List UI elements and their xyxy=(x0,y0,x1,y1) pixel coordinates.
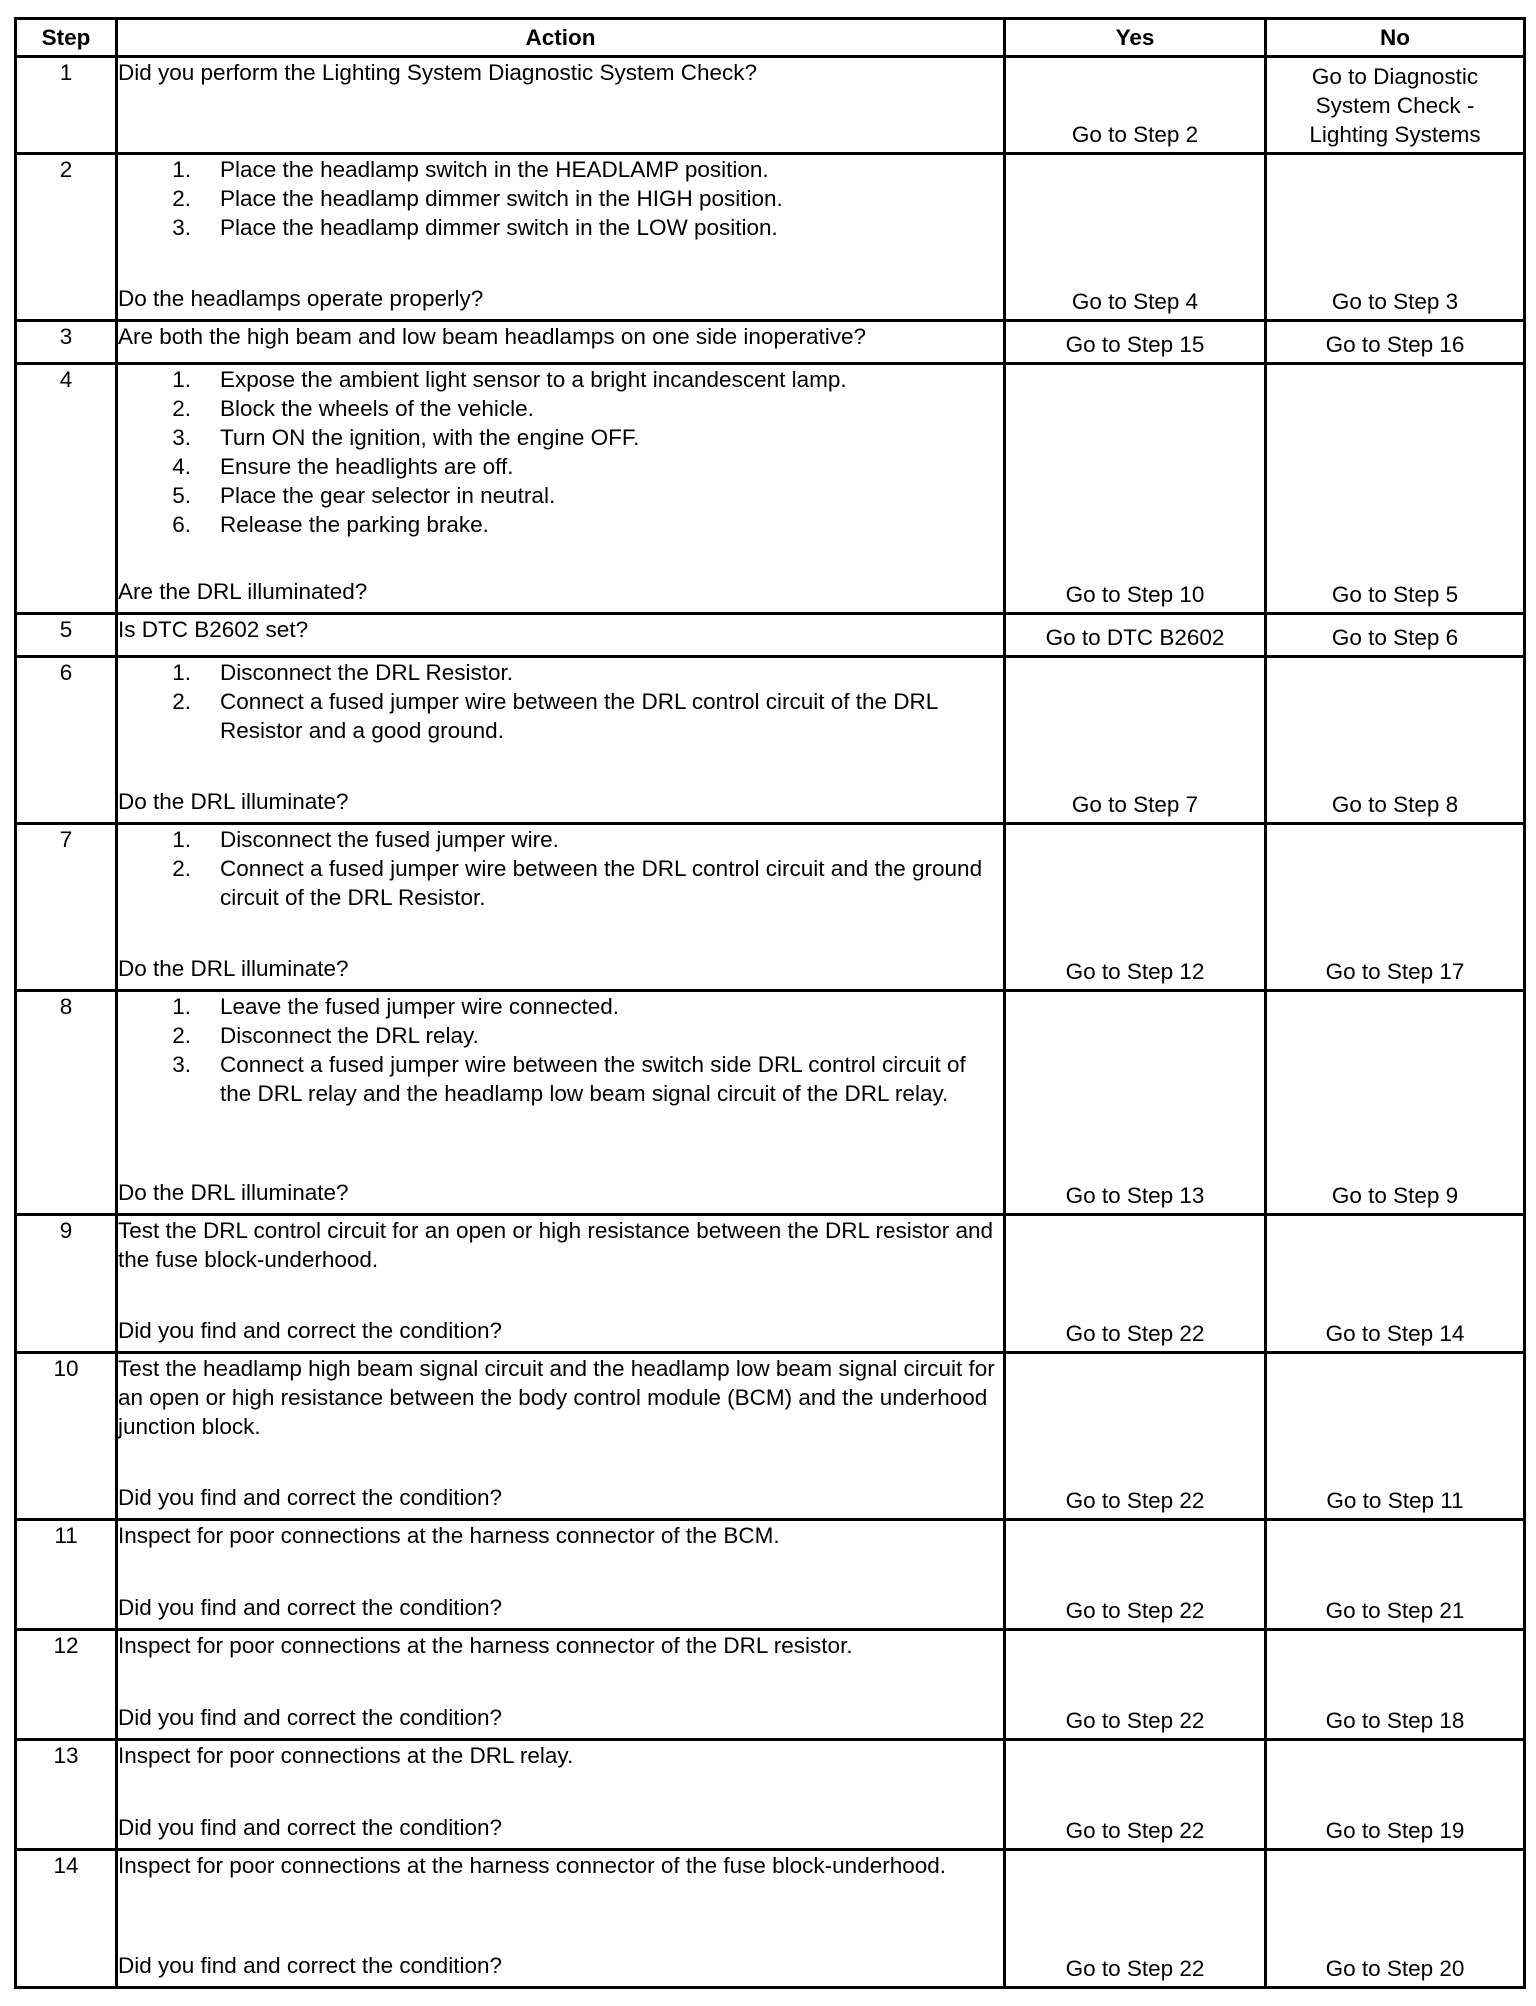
no-outcome: Go to Step 14 xyxy=(1325,1321,1465,1346)
list-item xyxy=(118,687,1003,745)
table-row xyxy=(16,1850,1525,1988)
yes-outcome: Go to Step 4 xyxy=(1071,289,1199,314)
list-item-text: Release the parking brake. xyxy=(220,512,489,537)
action-text: Did you perform the Lighting System Diagnostic System Check? xyxy=(118,60,758,85)
action-cell xyxy=(117,1215,1005,1353)
action-question: Did you find and correct the condition? xyxy=(118,1705,502,1730)
yes-outcome: Go to Step 22 xyxy=(1065,1488,1205,1513)
action-cell xyxy=(117,1353,1005,1520)
no-outcome: Go to Step 6 xyxy=(1331,625,1459,650)
list-item xyxy=(118,213,1003,242)
yes-outcome: Go to Step 12 xyxy=(1065,959,1205,984)
action-cell xyxy=(117,1630,1005,1740)
yes-cell xyxy=(1005,614,1266,657)
action-cell xyxy=(117,57,1005,154)
action-content xyxy=(118,992,1003,1207)
action-content xyxy=(118,58,1003,146)
no-cell xyxy=(1266,57,1525,154)
yes-cell xyxy=(1005,321,1266,364)
list-item-text: Connect a fused jumper wire between the switch side DRL control circuit of the DRL relay and the headlamp low beam signal circuit of the DRL relay. xyxy=(220,1052,966,1106)
action-content xyxy=(118,1851,1003,1980)
no-cell xyxy=(1266,321,1525,364)
yes-outcome: Go to Step 22 xyxy=(1065,1818,1205,1843)
list-item-number: 1. xyxy=(172,157,191,182)
no-cell xyxy=(1266,614,1525,657)
list-item xyxy=(118,394,1003,423)
no-cell xyxy=(1266,991,1525,1215)
header-yes: Yes xyxy=(1005,19,1266,57)
step-number: 7 xyxy=(16,824,117,991)
step-number: 12 xyxy=(16,1630,117,1740)
action-steps-list xyxy=(118,155,1003,242)
no-outcome: Go to Step 21 xyxy=(1325,1598,1465,1623)
action-content xyxy=(118,825,1003,983)
table-row xyxy=(16,364,1525,614)
no-outcome: Go to Step 20 xyxy=(1325,1956,1465,1981)
yes-cell xyxy=(1005,991,1266,1215)
yes-outcome: Go to Step 22 xyxy=(1065,1956,1205,1981)
step-number: 9 xyxy=(16,1215,117,1353)
action-question: Did you find and correct the condition? xyxy=(118,1953,502,1978)
table-row xyxy=(16,1740,1525,1850)
list-item-number: 4. xyxy=(172,454,191,479)
list-item-number: 6. xyxy=(172,512,191,537)
list-item-number: 3. xyxy=(172,1052,191,1077)
action-question: Do the headlamps operate properly? xyxy=(118,286,484,311)
list-item xyxy=(118,825,1003,854)
step-number: 13 xyxy=(16,1740,117,1850)
action-text: Inspect for poor connections at the harness connector of the BCM. xyxy=(118,1523,780,1548)
table-row xyxy=(16,1630,1525,1740)
action-steps-list xyxy=(118,992,1003,1108)
action-content xyxy=(118,1521,1003,1622)
list-item-text: Block the wheels of the vehicle. xyxy=(220,396,534,421)
list-item xyxy=(118,854,1003,912)
no-outcome: Go to Step 8 xyxy=(1331,792,1459,817)
list-item-text: Ensure the headlights are off. xyxy=(220,454,514,479)
action-content xyxy=(118,615,1003,649)
action-question: Do the DRL illuminate? xyxy=(118,956,349,981)
yes-outcome: Go to Step 2 xyxy=(1071,122,1199,147)
no-outcome: Go to Step 16 xyxy=(1325,332,1465,357)
action-content xyxy=(118,1354,1003,1512)
list-item-text: Disconnect the fused jumper wire. xyxy=(220,827,559,852)
action-text: Inspect for poor connections at the DRL relay. xyxy=(118,1743,574,1768)
step-number: 8 xyxy=(16,991,117,1215)
yes-cell xyxy=(1005,1740,1266,1850)
yes-cell xyxy=(1005,657,1266,824)
action-question: Are the DRL illuminated? xyxy=(118,579,368,604)
action-text: Inspect for poor connections at the harness connector of the DRL resistor. xyxy=(118,1633,853,1658)
yes-cell xyxy=(1005,154,1266,321)
list-item xyxy=(118,481,1003,510)
list-item-text: Place the headlamp dimmer switch in the LOW position. xyxy=(220,215,778,240)
action-content xyxy=(118,658,1003,816)
list-item-text: Place the gear selector in neutral. xyxy=(220,483,556,508)
step-number: 1 xyxy=(16,57,117,154)
list-item-text: Connect a fused jumper wire between the DRL control circuit and the ground circuit of the DRL Resistor. xyxy=(220,856,983,910)
table-row xyxy=(16,57,1525,154)
yes-cell xyxy=(1005,1215,1266,1353)
table-row xyxy=(16,154,1525,321)
action-text: Are both the high beam and low beam headlamps on one side inoperative? xyxy=(118,324,867,349)
list-item-number: 5. xyxy=(172,483,191,508)
action-text: Inspect for poor connections at the harness connector of the fuse block-underhood. xyxy=(118,1853,947,1878)
table-row xyxy=(16,1353,1525,1520)
table-row xyxy=(16,321,1525,364)
table-row xyxy=(16,1520,1525,1630)
yes-cell xyxy=(1005,1520,1266,1630)
yes-outcome: Go to Step 15 xyxy=(1065,332,1205,357)
yes-cell xyxy=(1005,1353,1266,1520)
action-content xyxy=(118,365,1003,606)
table-body xyxy=(16,57,1525,1988)
list-item xyxy=(118,155,1003,184)
step-number: 10 xyxy=(16,1353,117,1520)
table-row xyxy=(16,614,1525,657)
list-item-number: 2. xyxy=(172,1023,191,1048)
action-content xyxy=(118,322,1003,356)
no-cell xyxy=(1266,1850,1525,1988)
list-item xyxy=(118,992,1003,1021)
list-item-text: Place the headlamp dimmer switch in the HIGH position. xyxy=(220,186,783,211)
no-cell xyxy=(1266,1740,1525,1850)
list-item xyxy=(118,658,1003,687)
yes-cell xyxy=(1005,57,1266,154)
yes-outcome: Go to Step 7 xyxy=(1071,792,1199,817)
yes-cell xyxy=(1005,364,1266,614)
list-item xyxy=(118,423,1003,452)
action-text: Is DTC B2602 set? xyxy=(118,617,309,642)
action-content xyxy=(118,1216,1003,1345)
yes-outcome: Go to Step 22 xyxy=(1065,1598,1205,1623)
header-step: Step xyxy=(16,19,117,57)
action-question: Did you find and correct the condition? xyxy=(118,1595,502,1620)
list-item xyxy=(118,510,1003,539)
action-cell xyxy=(117,657,1005,824)
action-question: Did you find and correct the condition? xyxy=(118,1815,502,1840)
table-row xyxy=(16,657,1525,824)
no-cell xyxy=(1266,657,1525,824)
list-item-number: 1. xyxy=(172,827,191,852)
no-outcome: Go to Step 3 xyxy=(1331,289,1459,314)
header-row xyxy=(16,19,1525,57)
step-number: 11 xyxy=(16,1520,117,1630)
table-row xyxy=(16,824,1525,991)
list-item xyxy=(118,365,1003,394)
action-cell xyxy=(117,154,1005,321)
header-no: No xyxy=(1266,19,1525,57)
no-cell xyxy=(1266,1353,1525,1520)
action-question: Did you find and correct the condition? xyxy=(118,1485,502,1510)
action-cell xyxy=(117,614,1005,657)
yes-outcome: Go to Step 10 xyxy=(1065,582,1205,607)
list-item-number: 3. xyxy=(172,425,191,450)
header-action: Action xyxy=(117,19,1005,57)
no-cell xyxy=(1266,364,1525,614)
action-question: Did you find and correct the condition? xyxy=(118,1318,502,1343)
yes-outcome: Go to DTC B2602 xyxy=(1045,625,1225,650)
action-steps-list xyxy=(118,825,1003,912)
no-outcome: Go to Step 11 xyxy=(1326,1488,1464,1513)
action-steps-list xyxy=(118,658,1003,745)
action-question: Do the DRL illuminate? xyxy=(118,1180,349,1205)
step-number: 2 xyxy=(16,154,117,321)
list-item-number: 1. xyxy=(172,660,191,685)
action-content xyxy=(118,155,1003,313)
no-outcome: Go to Step 9 xyxy=(1331,1183,1459,1208)
yes-outcome: Go to Step 13 xyxy=(1065,1183,1205,1208)
action-cell xyxy=(117,321,1005,364)
no-outcome: Go to Step 5 xyxy=(1331,582,1459,607)
no-cell xyxy=(1266,1520,1525,1630)
list-item-number: 2. xyxy=(172,396,191,421)
step-number: 4 xyxy=(16,364,117,614)
list-item-number: 3. xyxy=(172,215,191,240)
action-text: Test the DRL control circuit for an open or high resistance between the DRL resistor and the fuse block-underhood. xyxy=(118,1218,994,1272)
step-number: 14 xyxy=(16,1850,117,1988)
step-number: 5 xyxy=(16,614,117,657)
list-item xyxy=(118,184,1003,213)
list-item-text: Leave the fused jumper wire connected. xyxy=(220,994,619,1019)
action-cell xyxy=(117,824,1005,991)
action-steps-list xyxy=(118,365,1003,539)
yes-outcome: Go to Step 22 xyxy=(1065,1708,1205,1733)
no-cell xyxy=(1266,154,1525,321)
no-outcome: Go to Step 17 xyxy=(1325,959,1465,984)
diagnostic-page xyxy=(14,17,1523,1989)
no-cell xyxy=(1266,824,1525,991)
no-outcome: Go to Step 18 xyxy=(1325,1708,1465,1733)
action-cell xyxy=(117,1740,1005,1850)
diagnostic-table xyxy=(14,17,1526,1989)
step-number: 6 xyxy=(16,657,117,824)
action-text: Test the headlamp high beam signal circuit and the headlamp low beam signal circuit for an open or high resistance between the body control module (BCM) and the underhood junction block. xyxy=(118,1356,995,1439)
yes-outcome: Go to Step 22 xyxy=(1065,1321,1205,1346)
no-cell xyxy=(1266,1215,1525,1353)
table-row xyxy=(16,1215,1525,1353)
action-cell xyxy=(117,364,1005,614)
no-outcome: Go to Diagnostic System Check - Lighting Systems xyxy=(1309,64,1481,147)
action-question: Do the DRL illuminate? xyxy=(118,789,349,814)
list-item-text: Disconnect the DRL Resistor. xyxy=(220,660,514,685)
list-item xyxy=(118,1021,1003,1050)
action-content xyxy=(118,1741,1003,1842)
table-row xyxy=(16,991,1525,1215)
list-item-number: 2. xyxy=(172,856,191,881)
list-item-number: 2. xyxy=(172,186,191,211)
list-item xyxy=(118,452,1003,481)
action-cell xyxy=(117,1520,1005,1630)
yes-cell xyxy=(1005,1850,1266,1988)
list-item-text: Place the headlamp switch in the HEADLAMP position. xyxy=(220,157,769,182)
yes-cell xyxy=(1005,824,1266,991)
action-cell xyxy=(117,991,1005,1215)
list-item xyxy=(118,1050,1003,1108)
list-item-text: Expose the ambient light sensor to a bright incandescent lamp. xyxy=(220,367,847,392)
action-content xyxy=(118,1631,1003,1732)
action-cell xyxy=(117,1850,1005,1988)
list-item-number: 1. xyxy=(172,367,191,392)
list-item-number: 2. xyxy=(172,689,191,714)
list-item-text: Disconnect the DRL relay. xyxy=(220,1023,479,1048)
no-cell xyxy=(1266,1630,1525,1740)
no-outcome: Go to Step 19 xyxy=(1325,1818,1465,1843)
yes-cell xyxy=(1005,1630,1266,1740)
step-number: 3 xyxy=(16,321,117,364)
list-item-text: Turn ON the ignition, with the engine OFF. xyxy=(220,425,640,450)
list-item-text: Connect a fused jumper wire between the DRL control circuit of the DRL Resistor and a good ground. xyxy=(220,689,938,743)
list-item-number: 1. xyxy=(172,994,191,1019)
